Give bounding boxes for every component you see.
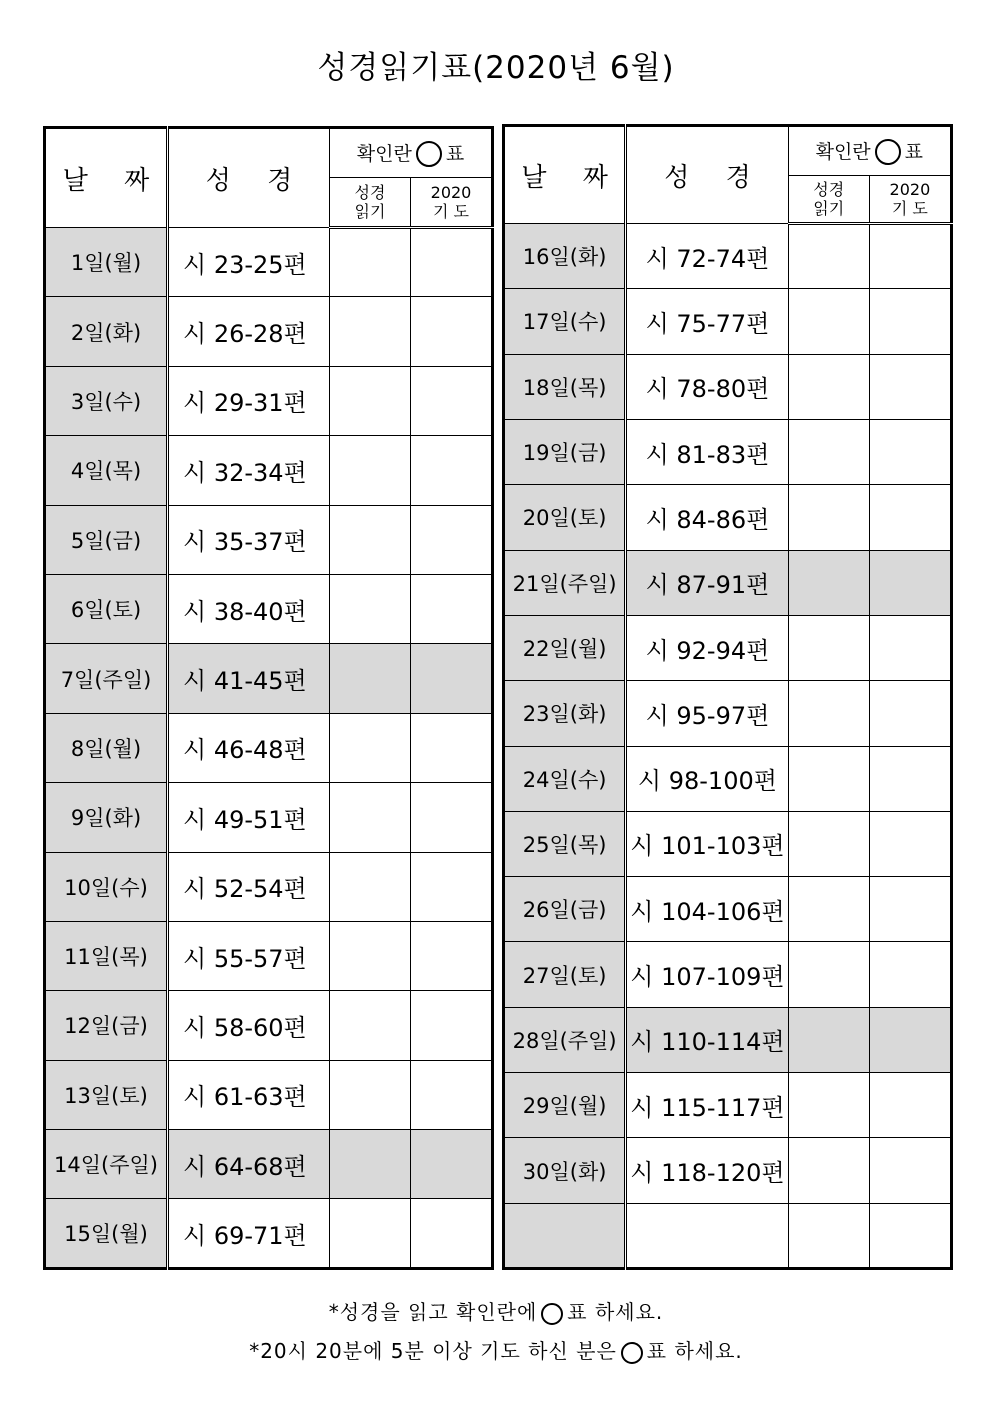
verse-cell: 시 26-28편 bbox=[168, 297, 330, 366]
schedule-row bbox=[504, 550, 952, 615]
reading-check-cell[interactable] bbox=[788, 1138, 869, 1203]
check-header bbox=[330, 128, 493, 178]
reading-check-cell[interactable] bbox=[788, 942, 869, 1007]
verse-cell: 시 35-37편 bbox=[168, 505, 330, 574]
verse-cell: 시 78-80편 bbox=[626, 354, 788, 419]
check-header bbox=[788, 126, 951, 176]
verse-cell: 시 107-109편 bbox=[626, 942, 788, 1007]
schedule-row bbox=[504, 942, 952, 1007]
circle-icon bbox=[416, 141, 442, 167]
prayer-check-cell[interactable] bbox=[869, 615, 951, 680]
reading-check-cell[interactable] bbox=[330, 574, 411, 643]
verse-cell: 시 23-25편 bbox=[168, 228, 330, 297]
verse-cell: 시 55-57편 bbox=[168, 921, 330, 990]
prayer-check-cell[interactable] bbox=[411, 228, 493, 297]
date-cell bbox=[504, 1203, 626, 1268]
bible-header: 성 경 bbox=[168, 128, 330, 228]
prayer-check-cell[interactable] bbox=[869, 485, 951, 550]
prayer-check-cell[interactable] bbox=[869, 877, 951, 942]
prayer-check-cell[interactable] bbox=[411, 921, 493, 990]
verse-cell: 시 29-31편 bbox=[168, 366, 330, 435]
date-cell: 19일(금) bbox=[504, 419, 626, 484]
reading-check-cell[interactable] bbox=[330, 228, 411, 297]
date-header: 날 짜 bbox=[45, 128, 168, 228]
verse-cell: 시 38-40편 bbox=[168, 574, 330, 643]
check-header-suffix: 표 bbox=[445, 142, 465, 165]
reading-check-cell[interactable] bbox=[330, 783, 411, 852]
prayer-check-cell[interactable] bbox=[869, 1203, 951, 1268]
note-2-text: *20시 20분에 5분 이상 기도 하신 분은 bbox=[249, 1339, 617, 1363]
schedule-row bbox=[45, 574, 493, 643]
schedule-row bbox=[504, 877, 952, 942]
schedule-row bbox=[45, 921, 493, 990]
prayer-check-cell[interactable] bbox=[869, 1007, 951, 1072]
prayer-check-cell[interactable] bbox=[869, 419, 951, 484]
reading-check-cell[interactable] bbox=[788, 877, 869, 942]
reading-check-cell[interactable] bbox=[330, 1060, 411, 1129]
prayer-check-cell[interactable] bbox=[869, 942, 951, 1007]
date-cell: 20일(토) bbox=[504, 485, 626, 550]
schedule-row bbox=[504, 1073, 952, 1138]
date-cell: 30일(화) bbox=[504, 1138, 626, 1203]
reading-check-cell[interactable] bbox=[788, 681, 869, 746]
prayer-check-cell[interactable] bbox=[869, 289, 951, 354]
schedule-row bbox=[504, 1203, 952, 1268]
prayer-check-cell[interactable] bbox=[411, 366, 493, 435]
check-header-suffix: 표 bbox=[904, 140, 924, 163]
prayer-check-cell[interactable] bbox=[869, 681, 951, 746]
reading-check-cell[interactable] bbox=[788, 1007, 869, 1072]
prayer-subheader: 2020 기 도 bbox=[411, 178, 493, 228]
reading-check-cell[interactable] bbox=[330, 436, 411, 505]
reading-check-cell[interactable] bbox=[330, 1130, 411, 1199]
verse-cell: 시 46-48편 bbox=[168, 713, 330, 782]
date-cell: 28일(주일) bbox=[504, 1007, 626, 1072]
schedule-row bbox=[45, 1130, 493, 1199]
prayer-check-cell[interactable] bbox=[411, 1060, 493, 1129]
instruction-note-2 bbox=[0, 1335, 992, 1364]
verse-cell: 시 84-86편 bbox=[626, 485, 788, 550]
schedule-row bbox=[504, 811, 952, 876]
date-cell: 10일(수) bbox=[45, 852, 168, 921]
schedule-row bbox=[504, 224, 952, 289]
reading-table-left bbox=[43, 126, 494, 1270]
date-cell: 26일(금) bbox=[504, 877, 626, 942]
schedule-row bbox=[504, 1007, 952, 1072]
verse-cell: 시 75-77편 bbox=[626, 289, 788, 354]
date-cell: 11일(목) bbox=[45, 921, 168, 990]
schedule-row bbox=[45, 991, 493, 1060]
schedule-row bbox=[504, 615, 952, 680]
reading-check-cell[interactable] bbox=[330, 1199, 411, 1269]
verse-cell: 시 98-100편 bbox=[626, 746, 788, 811]
date-cell: 24일(수) bbox=[504, 746, 626, 811]
reading-check-cell[interactable] bbox=[788, 811, 869, 876]
prayer-check-cell[interactable] bbox=[411, 1199, 493, 1269]
reading-check-cell[interactable] bbox=[330, 366, 411, 435]
verse-cell: 시 61-63편 bbox=[168, 1060, 330, 1129]
date-cell: 23일(화) bbox=[504, 681, 626, 746]
verse-cell: 시 58-60편 bbox=[168, 991, 330, 1060]
date-cell: 17일(수) bbox=[504, 289, 626, 354]
check-header-label: 확인란 bbox=[815, 140, 871, 163]
schedule-row bbox=[45, 436, 493, 505]
schedule-row bbox=[45, 228, 493, 297]
prayer-check-cell[interactable] bbox=[411, 644, 493, 713]
date-cell: 6일(토) bbox=[45, 574, 168, 643]
reading-check-cell[interactable] bbox=[330, 921, 411, 990]
verse-cell: 시 81-83편 bbox=[626, 419, 788, 484]
date-cell: 29일(월) bbox=[504, 1073, 626, 1138]
schedule-row bbox=[45, 1060, 493, 1129]
schedule-row bbox=[45, 644, 493, 713]
verse-cell: 시 41-45편 bbox=[168, 644, 330, 713]
schedule-row bbox=[45, 1199, 493, 1269]
prayer-check-cell[interactable] bbox=[869, 224, 951, 289]
reading-check-cell[interactable] bbox=[788, 289, 869, 354]
schedule-row bbox=[504, 1138, 952, 1203]
check-header-label: 확인란 bbox=[356, 142, 412, 165]
prayer-check-cell[interactable] bbox=[869, 746, 951, 811]
note-2-suffix: 표 하세요. bbox=[646, 1339, 743, 1363]
reading-subheader: 성경 읽기 bbox=[788, 176, 869, 224]
verse-cell: 시 87-91편 bbox=[626, 550, 788, 615]
prayer-check-cell[interactable] bbox=[411, 505, 493, 574]
prayer-check-cell[interactable] bbox=[869, 811, 951, 876]
date-cell: 25일(목) bbox=[504, 811, 626, 876]
reading-check-cell[interactable] bbox=[330, 297, 411, 366]
verse-cell: 시 118-120편 bbox=[626, 1138, 788, 1203]
prayer-check-cell[interactable] bbox=[411, 783, 493, 852]
verse-cell: 시 110-114편 bbox=[626, 1007, 788, 1072]
schedule-row bbox=[504, 289, 952, 354]
verse-cell: 시 95-97편 bbox=[626, 681, 788, 746]
schedule-row bbox=[504, 419, 952, 484]
verse-cell: 시 69-71편 bbox=[168, 1199, 330, 1269]
date-cell: 4일(목) bbox=[45, 436, 168, 505]
verse-cell: 시 115-117편 bbox=[626, 1073, 788, 1138]
schedule-row bbox=[504, 485, 952, 550]
date-cell: 22일(월) bbox=[504, 615, 626, 680]
schedule-row bbox=[45, 366, 493, 435]
page-title: 성경읽기표(2020년 6월) bbox=[317, 50, 675, 86]
prayer-subheader: 2020 기 도 bbox=[869, 176, 951, 224]
date-cell: 8일(월) bbox=[45, 713, 168, 782]
prayer-check-cell[interactable] bbox=[411, 991, 493, 1060]
date-header: 날 짜 bbox=[504, 126, 626, 224]
verse-cell: 시 64-68편 bbox=[168, 1130, 330, 1199]
circle-icon bbox=[875, 139, 901, 165]
verse-cell: 시 32-34편 bbox=[168, 436, 330, 505]
date-cell: 27일(토) bbox=[504, 942, 626, 1007]
reading-check-cell[interactable] bbox=[788, 224, 869, 289]
date-cell: 2일(화) bbox=[45, 297, 168, 366]
reading-check-cell[interactable] bbox=[788, 485, 869, 550]
schedule-row bbox=[45, 852, 493, 921]
reading-check-cell[interactable] bbox=[330, 505, 411, 574]
reading-check-cell[interactable] bbox=[788, 746, 869, 811]
verse-cell: 시 49-51편 bbox=[168, 783, 330, 852]
reading-subheader: 성경 읽기 bbox=[330, 178, 411, 228]
prayer-check-cell[interactable] bbox=[411, 1130, 493, 1199]
note-1-text: *성경을 읽고 확인란에 bbox=[328, 1300, 538, 1324]
verse-cell: 시 72-74편 bbox=[626, 224, 788, 289]
prayer-check-cell[interactable] bbox=[869, 354, 951, 419]
instruction-note-1 bbox=[0, 1296, 992, 1325]
bible-header: 성 경 bbox=[626, 126, 788, 224]
prayer-check-cell[interactable] bbox=[869, 1138, 951, 1203]
schedule-row bbox=[45, 297, 493, 366]
reading-check-cell[interactable] bbox=[330, 713, 411, 782]
circle-icon bbox=[541, 1303, 563, 1325]
prayer-check-cell[interactable] bbox=[869, 550, 951, 615]
schedule-row bbox=[45, 783, 493, 852]
date-cell: 9일(화) bbox=[45, 783, 168, 852]
date-cell: 14일(주일) bbox=[45, 1130, 168, 1199]
date-cell: 15일(월) bbox=[45, 1199, 168, 1269]
reading-check-cell[interactable] bbox=[788, 419, 869, 484]
date-cell: 16일(화) bbox=[504, 224, 626, 289]
reading-check-cell[interactable] bbox=[788, 550, 869, 615]
prayer-check-cell[interactable] bbox=[411, 574, 493, 643]
reading-check-cell[interactable] bbox=[788, 1073, 869, 1138]
reading-check-cell[interactable] bbox=[330, 644, 411, 713]
schedule-row bbox=[504, 681, 952, 746]
circle-icon bbox=[621, 1342, 643, 1364]
note-1-suffix: 표 하세요. bbox=[567, 1300, 664, 1324]
reading-check-cell[interactable] bbox=[788, 1203, 869, 1268]
date-cell: 21일(주일) bbox=[504, 550, 626, 615]
reading-check-cell[interactable] bbox=[788, 354, 869, 419]
date-cell: 18일(목) bbox=[504, 354, 626, 419]
verse-cell: 시 92-94편 bbox=[626, 615, 788, 680]
prayer-check-cell[interactable] bbox=[411, 297, 493, 366]
prayer-check-cell[interactable] bbox=[411, 852, 493, 921]
date-cell: 12일(금) bbox=[45, 991, 168, 1060]
prayer-check-cell[interactable] bbox=[869, 1073, 951, 1138]
verse-cell: 시 104-106편 bbox=[626, 877, 788, 942]
reading-check-cell[interactable] bbox=[330, 991, 411, 1060]
verse-cell bbox=[626, 1203, 788, 1268]
date-cell: 3일(수) bbox=[45, 366, 168, 435]
verse-cell: 시 52-54편 bbox=[168, 852, 330, 921]
date-cell: 5일(금) bbox=[45, 505, 168, 574]
date-cell: 13일(토) bbox=[45, 1060, 168, 1129]
prayer-check-cell[interactable] bbox=[411, 713, 493, 782]
verse-cell: 시 101-103편 bbox=[626, 811, 788, 876]
prayer-check-cell[interactable] bbox=[411, 436, 493, 505]
schedule-row bbox=[45, 713, 493, 782]
date-cell: 7일(주일) bbox=[45, 644, 168, 713]
schedule-row bbox=[504, 746, 952, 811]
reading-table-right bbox=[502, 124, 953, 1270]
date-cell: 1일(월) bbox=[45, 228, 168, 297]
reading-check-cell[interactable] bbox=[330, 852, 411, 921]
reading-check-cell[interactable] bbox=[788, 615, 869, 680]
schedule-row bbox=[504, 354, 952, 419]
schedule-row bbox=[45, 505, 493, 574]
